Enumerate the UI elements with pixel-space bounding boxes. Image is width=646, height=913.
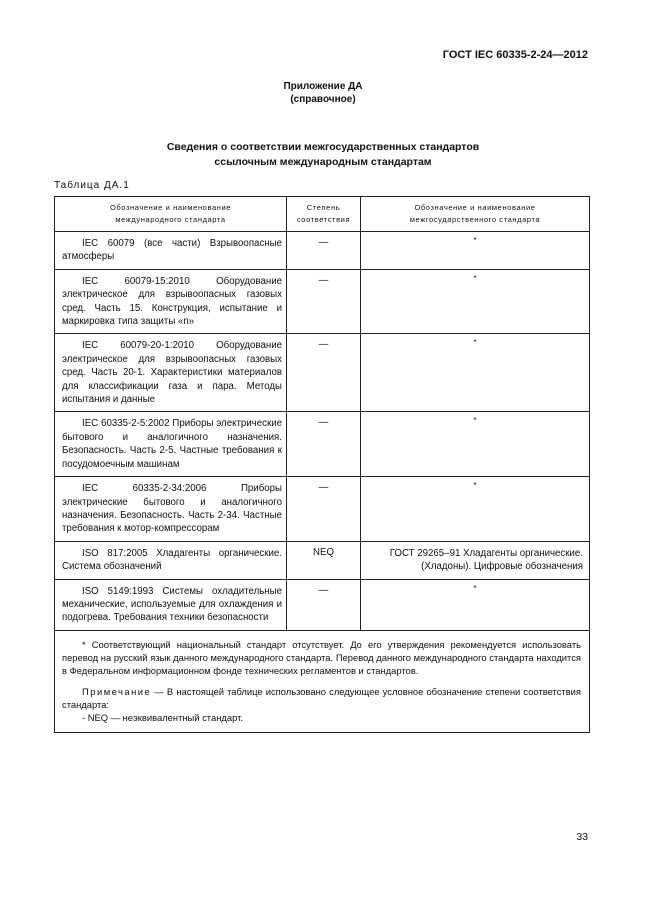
international-standard-cell: ISO 5149:1993 Системы охладительные механические, используемые для охлаждения и подогрева. Требования техники безопасности (55, 579, 287, 630)
interstate-standard-cell: * (361, 334, 590, 412)
degree-cell: — (287, 579, 361, 630)
table-footnote-row (55, 630, 590, 732)
international-standard-cell: IEC 60079 (все части) Взрывоопасные атмосферы (55, 232, 287, 270)
note (62, 685, 581, 711)
table-row (55, 579, 590, 630)
international-standard-cell: IEC 60079-20-1:2010 Оборудование электрическое для взрывоопасных газовых сред. Часть 20-1. Характеристики материалов для классификации газа и пара. Методы испытания и данные (55, 334, 287, 412)
table-notes (55, 630, 590, 732)
interstate-standard-cell: * (361, 412, 590, 477)
annex-heading (0, 80, 646, 106)
table-row (55, 541, 590, 579)
correspondence-table (54, 196, 590, 733)
annex-title: Приложение ДА (283, 81, 363, 92)
degree-cell: — (287, 412, 361, 477)
international-standard-cell: ISO 817:2005 Хладагенты органические. Система обозначений (55, 541, 287, 579)
degree-cell: — (287, 334, 361, 412)
note-label: Примечание (82, 685, 152, 697)
section-title-line-1: Сведения о соответствии межгосударственных стандартов (166, 141, 480, 153)
international-standard-cell: IEC 60335-2-34:2006 Приборы электрические бытового и аналогичного назначения. Безопасность. Часть 2-34. Частные требования к мотор-компрессорам (55, 477, 287, 542)
column-header-international: Обозначение и наименование международного стандарта (55, 197, 287, 232)
interstate-standard-cell: * (361, 232, 590, 270)
interstate-standard-cell: * (361, 477, 590, 542)
interstate-standard-cell: * (361, 579, 590, 630)
document-id: ГОСТ IEC 60335-2-24—2012 (442, 49, 588, 61)
column-header-interstate: Обозначение и наименование межгосударственного стандарта (361, 197, 590, 232)
table-row (55, 269, 590, 334)
degree-cell: — (287, 232, 361, 270)
table-row (55, 412, 590, 477)
section-title-line-2: ссылочным международным стандартам (214, 156, 432, 168)
note-item: - NEQ — неэквивалентный стандарт. (82, 711, 243, 723)
annex-subtitle: (справочное) (290, 94, 356, 105)
international-standard-cell: IEC 60335-2-5:2002 Приборы электрические бытового и аналогичного назначения. Безопасность. Часть 2-5. Частные требования к посудомоечным машинам (55, 412, 287, 477)
table-header-row (55, 197, 590, 232)
table-label: Таблица ДА.1 (54, 180, 130, 191)
degree-cell: — (287, 477, 361, 542)
degree-cell: NEQ (287, 541, 361, 579)
page-number: 33 (576, 831, 588, 843)
table-row (55, 334, 590, 412)
international-standard-cell: IEC 60079-15:2010 Оборудование электрическое для взрывоопасных газовых сред. Часть 15. Конструкция, испытание и маркировка типа защиты «n» (55, 269, 287, 334)
table-row (55, 232, 590, 270)
table-row (55, 477, 590, 542)
degree-cell: — (287, 269, 361, 334)
interstate-standard-cell: * (361, 269, 590, 334)
note-text: — В настоящей таблице использовано следующее условное обозначение степени соответствия стандарта: (62, 685, 581, 710)
footnote: * Соответствующий национальный стандарт отсутствует. До его утверждения рекомендуется использовать перевод на русский язык данного международного стандарта. Перевод данного международного стандарта находится в Федеральном информационном фонде технических регламентов и стандартов. (62, 638, 581, 676)
section-title (0, 140, 646, 170)
interstate-standard-cell: ГОСТ 29265–91 Хладагенты органические. (Хладоны). Цифровые обозначения (361, 541, 590, 579)
column-header-degree: Степень соответствия (287, 197, 361, 232)
